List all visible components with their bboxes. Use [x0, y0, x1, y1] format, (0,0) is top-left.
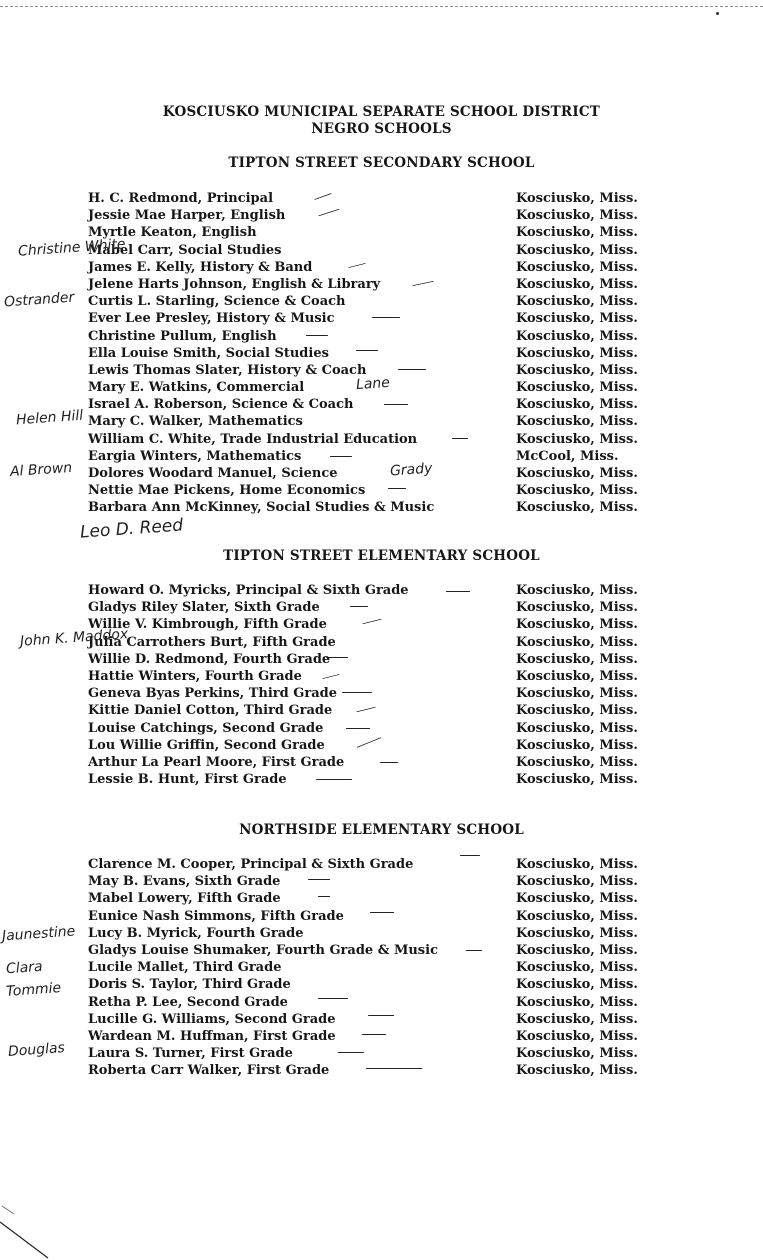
- staff-name: Myrtle Keaton, English: [88, 225, 257, 241]
- staff-name: Gladys Louise Shumaker, Fourth Grade & Music: [88, 942, 438, 958]
- staff-location: Kosciusko, Miss.: [516, 908, 638, 924]
- pen-tick-mark: [350, 606, 368, 607]
- staff-location: Kosciusko, Miss.: [516, 483, 638, 499]
- staff-row: [88, 702, 658, 719]
- staff-name: Christine Pullum, English: [88, 328, 277, 344]
- pen-tick-mark: [318, 896, 330, 897]
- staff-location: Kosciusko, Miss.: [516, 686, 638, 702]
- staff-name: Mabel Lowery, Fifth Grade: [88, 891, 281, 907]
- staff-row: [88, 720, 658, 737]
- pen-tick-mark: [356, 350, 378, 351]
- staff-location: Kosciusko, Miss.: [516, 500, 638, 516]
- handwritten-note: Al Brown: [9, 459, 73, 481]
- staff-row: [88, 771, 658, 788]
- staff-location: Kosciusko, Miss.: [516, 617, 638, 633]
- staff-row: [88, 345, 658, 362]
- staff-row: [88, 190, 658, 207]
- handwritten-note: Douglas: [7, 1040, 66, 1060]
- staff-location: Kosciusko, Miss.: [516, 720, 638, 736]
- staff-name: Lewis Thomas Slater, History & Coach: [88, 362, 367, 378]
- staff-name: Willie D. Redmond, Fourth Grade: [88, 651, 331, 667]
- scan-top-edge: [0, 6, 763, 7]
- district-subtitle: NEGRO SCHOOLS: [311, 121, 452, 137]
- staff-location: Kosciusko, Miss.: [516, 1028, 638, 1044]
- staff-name: Israel A. Roberson, Science & Coach: [88, 397, 354, 413]
- handwritten-note: Grady: [389, 460, 433, 480]
- staff-name: Dolores Woodard Manuel, Science: [88, 466, 338, 481]
- staff-name: Eargia Winters, Mathematics: [88, 448, 302, 464]
- handwritten-note: Christine White: [17, 236, 127, 260]
- staff-name: Lessie B. Hunt, First Grade: [88, 772, 287, 788]
- staff-location: Kosciusko, Miss.: [516, 362, 638, 378]
- staff-name: Howard O. Myricks, Principal & Sixth Grade: [88, 583, 409, 598]
- pen-tick-mark: [326, 657, 348, 658]
- pen-tick-mark: [466, 950, 482, 951]
- staff-location: Kosciusko, Miss.: [516, 466, 638, 481]
- staff-location: Kosciusko, Miss.: [516, 328, 638, 344]
- pen-tick-mark: [370, 912, 394, 913]
- staff-name: Curtis L. Starling, Science & Coach: [88, 294, 346, 310]
- handwritten-note: Tommie: [5, 980, 62, 1000]
- staff-row: [88, 873, 658, 890]
- staff-location: Kosciusko, Miss.: [516, 600, 638, 616]
- handwritten-note: Lane: [355, 374, 391, 394]
- staff-location: Kosciusko, Miss.: [516, 1046, 638, 1062]
- staff-location: Kosciusko, Miss.: [516, 994, 638, 1010]
- staff-row: [88, 482, 658, 499]
- staff-row: [88, 1062, 658, 1079]
- staff-row: [88, 685, 658, 702]
- staff-location: Kosciusko, Miss.: [516, 668, 638, 684]
- staff-row: [88, 448, 658, 465]
- staff-location: Kosciusko, Miss.: [516, 294, 638, 310]
- pen-tick-mark: [372, 317, 400, 318]
- staff-name: Ever Lee Presley, History & Music: [88, 311, 335, 327]
- staff-name: Ella Louise Smith, Social Studies: [88, 345, 329, 361]
- staff-location: Kosciusko, Miss.: [516, 703, 638, 719]
- staff-name: Eunice Nash Simmons, Fifth Grade: [88, 908, 344, 924]
- staff-location: Kosciusko, Miss.: [516, 857, 638, 872]
- pen-tick-mark: [342, 692, 372, 693]
- pen-tick-mark: [316, 779, 352, 780]
- staff-location: Kosciusko, Miss.: [516, 191, 638, 206]
- staff-row: [88, 959, 658, 976]
- staff-location: Kosciusko, Miss.: [516, 891, 638, 907]
- staff-name: Doris S. Taylor, Third Grade: [88, 977, 291, 993]
- staff-location: Kosciusko, Miss.: [516, 1011, 638, 1027]
- staff-row: [88, 599, 658, 616]
- pen-tick-mark: [398, 369, 426, 370]
- staff-row: [88, 754, 658, 771]
- staff-row: [88, 925, 658, 942]
- pen-tick-mark: [446, 591, 470, 592]
- staff-location: Kosciusko, Miss.: [516, 772, 638, 788]
- staff-location: Kosciusko, Miss.: [516, 414, 638, 430]
- staff-location: Kosciusko, Miss.: [516, 583, 638, 598]
- staff-name: Roberta Carr Walker, First Grade: [88, 1063, 330, 1079]
- handwritten-note: John K. Maddox: [19, 626, 129, 650]
- staff-name: Louise Catchings, Second Grade: [88, 720, 324, 736]
- staff-location: Kosciusko, Miss.: [516, 380, 638, 396]
- staff-row: [88, 994, 658, 1011]
- staff-location: Kosciusko, Miss.: [516, 960, 638, 976]
- staff-name: Gladys Riley Slater, Sixth Grade: [88, 600, 320, 616]
- staff-location: Kosciusko, Miss.: [516, 259, 638, 275]
- staff-name: H. C. Redmond, Principal: [88, 191, 274, 206]
- staff-location: Kosciusko, Miss.: [516, 276, 638, 292]
- staff-location: Kosciusko, Miss.: [516, 1063, 638, 1079]
- staff-row: [88, 651, 658, 668]
- school-heading-tipton-elementary: TIPTON STREET ELEMENTARY SCHOOL: [223, 548, 540, 564]
- staff-row: [88, 634, 658, 651]
- staff-row: [88, 890, 658, 907]
- staff-name: James E. Kelly, History & Band: [88, 259, 313, 275]
- staff-name: Wardean M. Huffman, First Grade: [88, 1028, 336, 1044]
- staff-location: Kosciusko, Miss.: [516, 431, 638, 447]
- pen-tick-mark: [380, 762, 398, 763]
- staff-row: [88, 310, 658, 327]
- staff-name: Lucille G. Williams, Second Grade: [88, 1011, 336, 1027]
- school-heading-secondary: TIPTON STREET SECONDARY SCHOOL: [228, 155, 535, 171]
- staff-location: Kosciusko, Miss.: [516, 225, 638, 241]
- pen-tick-mark: [318, 998, 348, 999]
- staff-location: Kosciusko, Miss.: [516, 925, 638, 941]
- handwritten-note: Ostrander: [3, 289, 75, 311]
- staff-location: Kosciusko, Miss.: [516, 942, 638, 958]
- staff-location: Kosciusko, Miss.: [516, 977, 638, 993]
- staff-name: Lou Willie Griffin, Second Grade: [88, 737, 325, 753]
- pen-tick-mark: [452, 438, 468, 439]
- staff-name: May B. Evans, Sixth Grade: [88, 874, 281, 890]
- staff-row: [88, 1028, 658, 1045]
- staff-location: Kosciusko, Miss.: [516, 754, 638, 770]
- staff-name: William C. White, Trade Industrial Education: [88, 431, 418, 447]
- pen-tick-mark: [388, 488, 406, 489]
- staff-row: [88, 499, 658, 516]
- staff-row: [88, 396, 658, 413]
- pen-tick-mark: [308, 879, 330, 880]
- staff-name: Jelene Harts Johnson, English & Library: [88, 276, 381, 292]
- staff-row: [88, 1045, 658, 1062]
- staff-location: Kosciusko, Miss.: [516, 737, 638, 753]
- staff-location: Kosciusko, Miss.: [516, 874, 638, 890]
- school-heading-northside: NORTHSIDE ELEMENTARY SCHOOL: [239, 822, 524, 838]
- staff-name: Mary E. Watkins, Commercial: [88, 380, 305, 396]
- staff-row: [88, 293, 658, 310]
- staff-list-northside: [88, 856, 658, 1079]
- scan-speck: [716, 12, 719, 15]
- staff-row: [88, 976, 658, 993]
- staff-location: Kosciusko, Miss.: [516, 651, 638, 667]
- handwritten-note: Clara: [5, 958, 44, 978]
- staff-name: Julia Carrothers Burt, Fifth Grade: [88, 634, 336, 650]
- staff-name: Lucy B. Myrick, Fourth Grade: [88, 925, 304, 941]
- staff-name: Lucile Mallet, Third Grade: [88, 960, 282, 976]
- handwritten-note: Leo D. Reed: [79, 515, 184, 543]
- staff-row: [88, 413, 658, 430]
- staff-location: Kosciusko, Miss.: [516, 397, 638, 413]
- handwritten-note: Jaunestine: [1, 923, 76, 945]
- staff-location: Kosciusko, Miss.: [516, 634, 638, 650]
- staff-row: [88, 207, 658, 224]
- pen-tick-mark: [362, 1034, 386, 1035]
- staff-location: Kosciusko, Miss.: [516, 208, 638, 224]
- staff-name: Kittie Daniel Cotton, Third Grade: [88, 703, 333, 719]
- pen-tick-mark: [460, 855, 480, 856]
- staff-name: Laura S. Turner, First Grade: [88, 1046, 293, 1062]
- staff-name: Nettie Mae Pickens, Home Economics: [88, 483, 366, 499]
- staff-name: Mary C. Walker, Mathematics: [88, 414, 303, 430]
- pen-tick-mark: [368, 1015, 394, 1016]
- handwritten-note: Helen Hill: [15, 407, 84, 429]
- staff-row: [88, 431, 658, 448]
- staff-location: Kosciusko, Miss.: [516, 242, 638, 258]
- pen-tick-mark: [306, 335, 328, 336]
- staff-name: Hattie Winters, Fourth Grade: [88, 668, 302, 684]
- staff-row: [88, 668, 658, 685]
- staff-name: Clarence M. Cooper, Principal & Sixth Grade: [88, 857, 414, 872]
- staff-list-secondary: [88, 190, 658, 517]
- staff-location: Kosciusko, Miss.: [516, 345, 638, 361]
- staff-row: [88, 242, 658, 259]
- pen-tick-mark: [384, 404, 408, 405]
- staff-row: [88, 224, 658, 241]
- staff-row: [88, 616, 658, 633]
- staff-name: Jessie Mae Harper, English: [88, 208, 286, 224]
- staff-row: [88, 259, 658, 276]
- staff-name: Barbara Ann McKinney, Social Studies & Music: [88, 500, 435, 516]
- pen-tick-mark: [366, 1068, 422, 1069]
- pen-tick-mark: [338, 1052, 364, 1053]
- staff-location: Kosciusko, Miss.: [516, 311, 638, 327]
- staff-row: [88, 582, 658, 599]
- staff-name: Mabel Carr, Social Studies: [88, 242, 282, 258]
- staff-name: Retha P. Lee, Second Grade: [88, 994, 288, 1010]
- staff-location: McCool, Miss.: [516, 448, 619, 464]
- staff-row: [88, 328, 658, 345]
- staff-name: Willie V. Kimbrough, Fifth Grade: [88, 617, 327, 633]
- pen-tick-mark: [346, 728, 370, 729]
- staff-row: [88, 276, 658, 293]
- pen-tick-mark: [330, 456, 352, 457]
- district-title: KOSCIUSKO MUNICIPAL SEPARATE SCHOOL DISTRICT: [162, 104, 601, 120]
- staff-row: [88, 856, 658, 873]
- staff-list-tipton-elementary: [88, 582, 658, 788]
- staff-row: [88, 465, 658, 482]
- staff-row: [88, 1011, 658, 1028]
- staff-row: [88, 908, 658, 925]
- staff-name: Geneva Byas Perkins, Third Grade: [88, 686, 337, 702]
- staff-name: Arthur La Pearl Moore, First Grade: [88, 754, 345, 770]
- staff-row: [88, 942, 658, 959]
- page-corner-fold: [0, 1200, 60, 1260]
